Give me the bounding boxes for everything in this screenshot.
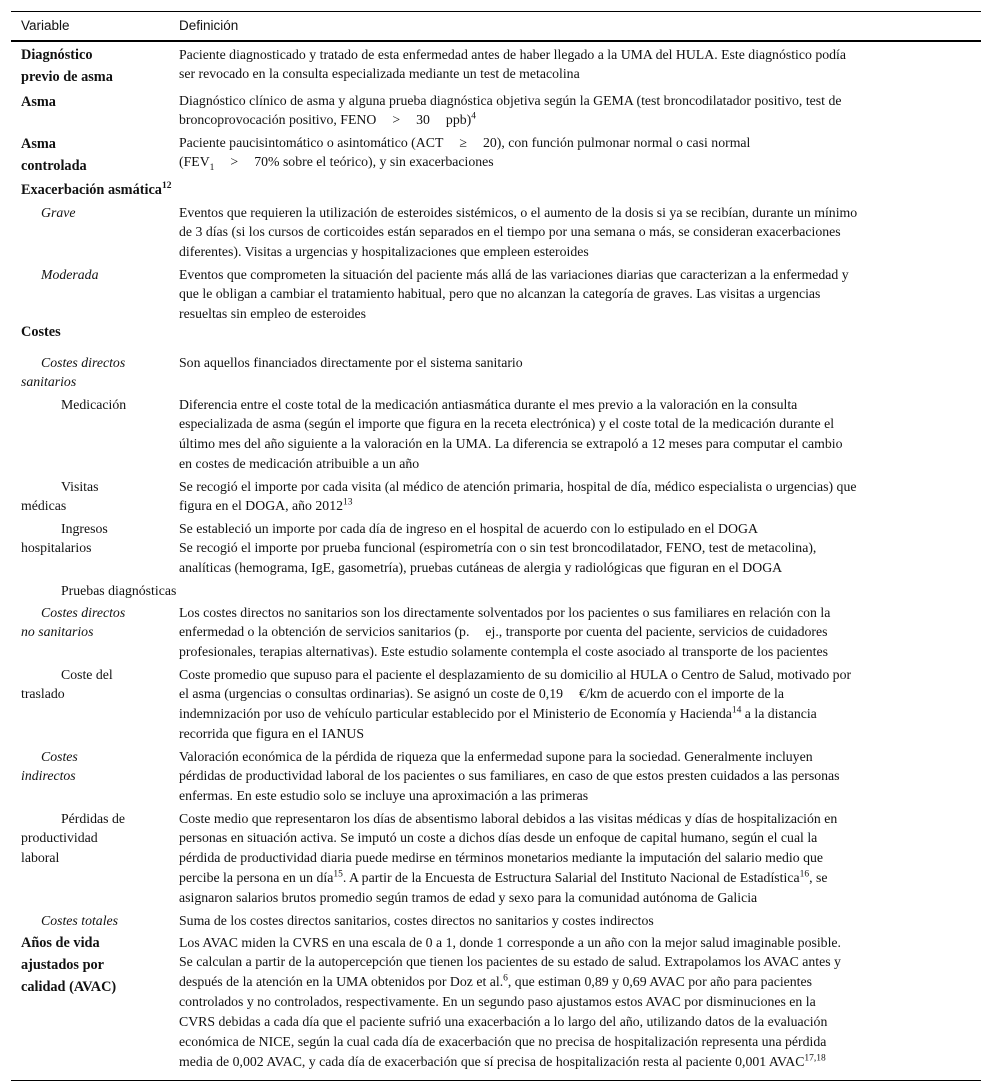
var-grave: Grave [41, 204, 76, 220]
def-perdidas-productividad: Coste medio que representaron los días de absentismo laboral debidos a las visitas médicas y días de hospitalización en personas en situación activa. Se imputó un coste a dichos días desde un enfoque de capital humano, según el cual la pérdida de productividad diaria puede medirse en términos monetarios mediante la imputación del salario medio que percibe la persona en un día$^{15}$. A partir de la Encuesta de Estructura Salarial del Instituto Nacional de Estadística$^{16}$, se asignaron salarios brutos promedio según tramos de edad y sexo para la comunidad autónoma de Galicia [179, 810, 838, 906]
def-costes-totales: Suma de los costes directos sanitarios, costes directos no sanitarios y costes indirectos [179, 912, 654, 928]
var-medicacion: Medicación [61, 396, 127, 412]
var-avac: Años de vida ajustados por calidad (AVAC) [21, 934, 117, 996]
var-costes-directos-sanitarios: Costes directos sanitarios [21, 354, 126, 390]
table-body [11, 42, 981, 1080]
var-costes: Costes [21, 323, 61, 340]
def-visitas-medicas: Se recogió el importe por cada visita (al médico de atención primaria, hospital de día, médico especialista o urgencias) que figura en el DOGA, año 2012$^{13}$ [179, 478, 857, 514]
def-costes-directos-sanitarios: Son aquellos financiados directamente por el sistema sanitario [179, 354, 523, 370]
var-ingresos-hospitalarios: Ingresos hospitalarios [21, 520, 108, 556]
var-perdidas-productividad: Pérdidas de productividad laboral [21, 810, 125, 866]
var-moderada: Moderada [41, 266, 99, 282]
def-avac: Los AVAC miden la CVRS en una escala de 0 a 1, donde 1 corresponde a un año con la mejor salud imaginable posible. Se calculan a partir de la autopercepción que tienen los pacientes de su estado de salud. Extrapolamos los AVAC antes y después de la atención en la UMA obtenidos por Doz et al.$^6$, que estiman 0,89 y 0,69 AVAC por año para pacientes controlados y no controlados, respectivamente. En un segundo paso ajustamos estos AVAC por disminuciones en la CVRS debidas a cada día que el paciente sufrió una exacerbación a lo largo del año, utilizando datos de la evaluación económica de NICE, según la cual cada día de exacerbación que no precisa de hospitalización representa una pérdida media de 0,002 AVAC, y cada día de exacerbación que sí precisa de hospitalización resta al paciente 0,001 AVAC$^{17,18}$ [179, 934, 841, 1069]
bottom-rule [11, 1080, 981, 1081]
def-medicacion: Diferencia entre el coste total de la medicación antiasmática durante el mes previo a la valoración en la consulta especializada de asma (según el importe que figura en la receta electrónica) y el coste total de la medicación durante el último mes del año siguiente a la valoración en la UMA. La diferencia se extrapoló a 12 meses para computar el cambio en costes de medicación atribuible a un año [179, 396, 843, 472]
def-grave: Eventos que requieren la utilización de esteroides sistémicos, o el aumento de la dosis si ya se recibían, durante un mínimo de 3 días (si los cursos de corticoides están separados en el tiempo por una semana o más, se consideran exacerbaciones diferentes). Visitas a urgencias y hospitalizaciones que empleen esteroides [179, 204, 858, 260]
var-costes-indirectos: Costes indirectos [21, 748, 78, 784]
var-asma: Asma [21, 93, 56, 110]
def-costes-indirectos: Valoración económica de la pérdida de riqueza que la enfermedad supone para la sociedad. Generalmente incluyen pérdidas de productividad laboral de los pacientes o sus familiares, en caso de que estos presten cuidados a las personas enfermas. En este estudio solo se incluye una aproximación a las primeras [179, 748, 840, 804]
header-variable: Variable [21, 18, 70, 33]
var-diagnostico-previo: Diagnóstico previo de asma [21, 46, 113, 85]
header-definicion: Definición [179, 18, 239, 33]
def-asma-controlada: Paciente paucisintomático o asintomático (ACT ≥ 20), con función pulmonar normal o casi normal ($FEV_1 > 70\%$ sobre el teórico), y sin exacerbaciones [179, 134, 751, 174]
def-coste-traslado: Coste promedio que supuso para el paciente el desplazamiento de su domicilio al HULA o Centro de Salud, motivado por el asma (urgencias o consultas ordinarias). Se asignó un coste de 0,19 €/km de acuerdo con el importe de la indemnización por uso de vehículo particular establecido por el Ministerio de Economía y Hacienda$^{14}$ a la distancia recorrida que figura en el IANUS [179, 666, 852, 742]
var-asma-controlada: Asma controlada [21, 135, 87, 174]
def-diagnostico-previo: Paciente diagnosticado y tratado de esta enfermedad antes de haber llegado a la UMA del HULA. Este diagnóstico podía ser revocado en la consulta especializada mediante un test de metacolina [179, 46, 847, 82]
var-visitas-medicas: Visitas médicas [21, 478, 99, 514]
var-pruebas-diagnosticas: Pruebas diagnósticas [61, 582, 177, 598]
var-costes-directos-no-sanitarios: Costes directos no sanitarios [21, 604, 126, 640]
def-ingresos-hospitalarios: Se estableció un importe por cada día de ingreso en el hospital de acuerdo con lo estipulado en el DOGA Se recogió el importe por prueba funcional (espirometría con o sin test broncodilatador, FENO, test de metacolina), analíticas (hemograma, IgE, gasometría), pruebas cutáneas de alergia y radiológicas que figuran en el DOGA [179, 520, 817, 576]
table-header [11, 12, 981, 40]
def-costes-directos-no-sanitarios: Los costes directos no sanitarios son los directamente solventados por los pacientes o sus familiares en relación con la enfermedad o la obtención de servicios sanitarios (p. ej., transporte por cuenta del paciente, servicios de cuidadores profesionales, terapias alternativas). Este estudio solamente contempla el coste asociado al transporte de los pacientes [179, 604, 831, 660]
definitions-table [11, 11, 981, 1081]
var-coste-traslado: Coste del traslado [21, 666, 113, 702]
def-asma: Diagnóstico clínico de asma y alguna prueba diagnóstica objetiva según la GEMA (test broncodilatador positivo, test de broncoprovocación positivo, FENO > 30 ppb)$^4$ [179, 92, 842, 128]
var-costes-totales: Costes totales [41, 912, 119, 928]
def-moderada: Eventos que comprometen la situación del paciente más allá de las variaciones diarias que caracterizan a la enfermedad y que le obligan a cambiar el tratamiento habitual, pero que no alcanzan la categoría de graves. Las visitas a urgencias resueltas sin empleo de esteroides [179, 266, 849, 322]
var-exacerbacion: Exacerbación asmática$^{12}$ [21, 180, 172, 198]
